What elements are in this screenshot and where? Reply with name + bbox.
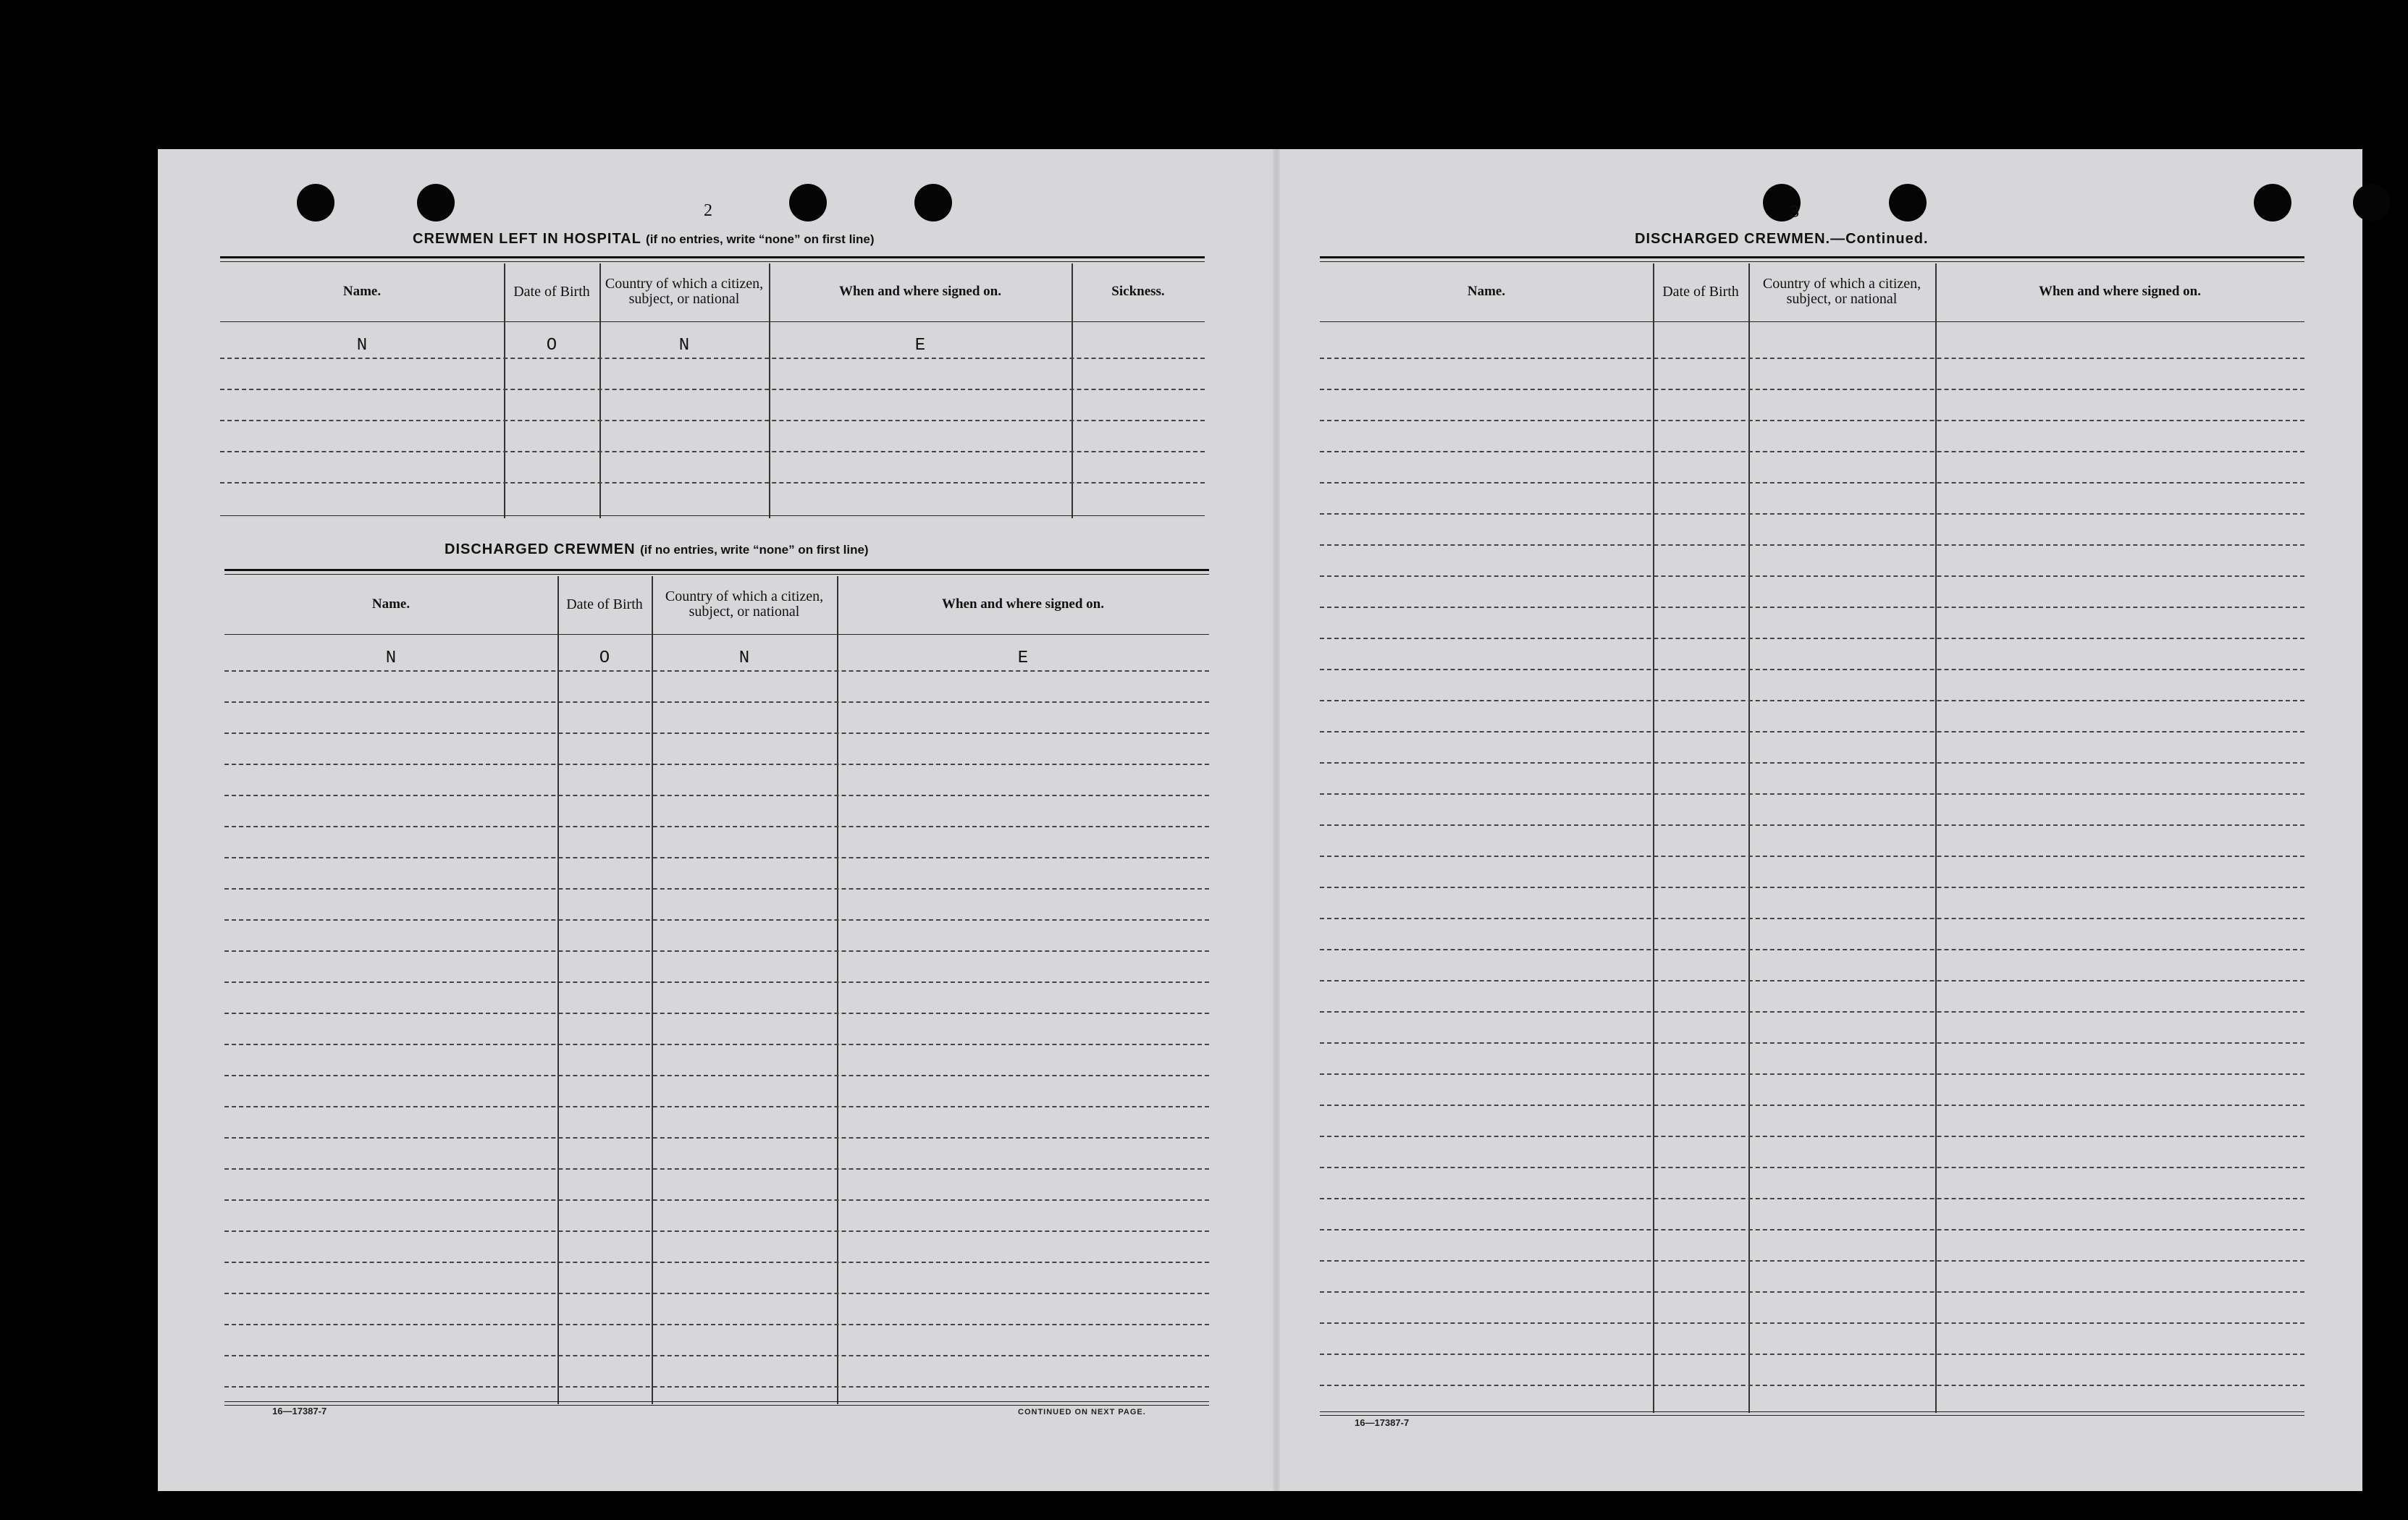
entry-line (1320, 544, 2304, 546)
column-divider (504, 263, 505, 518)
punch-hole (2353, 184, 2391, 221)
col-header-country: Country of which a citizen, subject, or national (665, 588, 824, 620)
entry-dob: O (546, 336, 557, 355)
column-divider (599, 263, 601, 518)
entry-name: N (385, 649, 397, 668)
entry-line (1320, 1260, 2304, 1262)
entry-line (1320, 887, 2304, 888)
discharged-title-note: (if no entries, write “none” on first line) (640, 543, 869, 557)
entry-line (224, 1386, 1209, 1388)
entry-line (1320, 918, 2304, 919)
entry-line (1320, 451, 2304, 452)
entry-line (224, 1137, 1209, 1139)
entry-line (1320, 482, 2304, 484)
column-divider (1935, 263, 1937, 1413)
entry-line (224, 1168, 1209, 1170)
hospital-section-title (413, 231, 875, 248)
right-page (1276, 149, 2362, 1491)
column-divider (1072, 263, 1073, 518)
entry-line (224, 1293, 1209, 1294)
entry-line (1320, 1167, 2304, 1168)
entry-line (220, 420, 1205, 421)
discharged-title-text: DISCHARGED CREWMEN (445, 541, 636, 557)
entry-line (1320, 358, 2304, 359)
entry-line (224, 701, 1209, 703)
table-bottom-rule (224, 1405, 1209, 1406)
col-header-sickness: Sickness. (1111, 284, 1165, 300)
document-sheet (158, 149, 2362, 1491)
left-page (158, 149, 1276, 1491)
form-number: 16—17387-7 (272, 1406, 327, 1416)
punch-hole (417, 184, 455, 221)
page-number: 3 (1790, 203, 1799, 221)
entry-country: N (678, 336, 690, 355)
entry-line (224, 732, 1209, 734)
entry-line (224, 919, 1209, 921)
entry-line (1320, 1229, 2304, 1230)
entry-line (1320, 513, 2304, 515)
column-divider (1653, 263, 1654, 1413)
entry-line (220, 389, 1205, 390)
table-bottom-rule (1320, 1415, 2304, 1416)
entry-line (220, 482, 1205, 484)
hospital-title-note: (if no entries, write “none” on first line) (646, 232, 875, 246)
discharged-table (224, 576, 1209, 1409)
entry-line (1320, 389, 2304, 390)
discharged-continued-table (1320, 263, 2304, 1422)
entry-country: N (738, 649, 750, 668)
entry-line (1320, 1354, 2304, 1355)
entry-line (1320, 824, 2304, 826)
table-bottom-rule (220, 515, 1205, 516)
header-rule (220, 321, 1205, 322)
entry-signed-on: E (914, 336, 926, 355)
col-header-signed-on: When and where signed on. (2038, 284, 2201, 300)
hospital-title-text: CREWMEN LEFT IN HOSPITAL (413, 231, 641, 247)
form-number: 16—17387-7 (1355, 1417, 1410, 1428)
entry-line (224, 1324, 1209, 1325)
entry-line (1320, 607, 2304, 608)
table-top-rule (1320, 261, 2304, 262)
entry-line (1320, 949, 2304, 950)
entry-dob: O (599, 649, 610, 668)
entry-line (1320, 731, 2304, 732)
header-rule (224, 634, 1209, 635)
entry-line (224, 950, 1209, 952)
punch-hole (914, 184, 952, 221)
entry-line (1320, 1136, 2304, 1137)
table-top-rule (224, 574, 1209, 575)
column-divider (652, 576, 653, 1404)
page-number: 2 (704, 201, 712, 220)
col-header-name: Name. (342, 284, 382, 300)
entry-line (1320, 669, 2304, 670)
entry-name: N (356, 336, 368, 355)
entry-line (1320, 762, 2304, 764)
entry-line (1320, 1291, 2304, 1293)
punch-hole (2254, 184, 2291, 221)
entry-line (1320, 793, 2304, 795)
entry-line (1320, 1073, 2304, 1075)
col-header-country: Country of which a citizen, subject, or national (605, 276, 764, 307)
entry-line (224, 1355, 1209, 1356)
entry-line (220, 358, 1205, 359)
col-header-name: Name. (371, 596, 411, 612)
entry-line (224, 1106, 1209, 1107)
column-divider (769, 263, 770, 518)
entry-line (224, 1075, 1209, 1076)
entry-signed-on: E (1017, 649, 1029, 668)
punch-hole (789, 184, 827, 221)
entry-line (224, 857, 1209, 858)
col-header-name: Name. (1467, 284, 1506, 300)
entry-line (224, 795, 1209, 796)
entry-line (224, 826, 1209, 827)
continued-note: CONTINUED ON NEXT PAGE. (1018, 1408, 1146, 1416)
table-bottom-rule (1320, 1411, 2304, 1412)
entry-line (224, 1013, 1209, 1014)
table-top-rule (220, 261, 1205, 262)
column-divider (557, 576, 559, 1404)
entry-line (224, 670, 1209, 672)
entry-line (1320, 1198, 2304, 1199)
col-header-dob: Date of Birth (566, 596, 643, 612)
col-header-signed-on: When and where signed on. (941, 596, 1104, 612)
entry-line (224, 1262, 1209, 1263)
entry-line (220, 451, 1205, 452)
discharged-continued-title: DISCHARGED CREWMEN.—Continued. (1635, 231, 1929, 247)
table-top-rule (1320, 256, 2304, 258)
table-bottom-rule (224, 1401, 1209, 1402)
table-top-rule (224, 569, 1209, 571)
entry-line (224, 888, 1209, 890)
entry-line (1320, 1322, 2304, 1324)
entry-line (1320, 1011, 2304, 1013)
entry-line (224, 981, 1209, 983)
entry-line (224, 1044, 1209, 1045)
entry-line (1320, 420, 2304, 421)
col-header-dob: Date of Birth (513, 283, 590, 300)
entry-line (1320, 980, 2304, 981)
discharged-section-title (445, 541, 869, 558)
table-top-rule (220, 256, 1205, 258)
entry-line (224, 1230, 1209, 1232)
col-header-signed-on: When and where signed on. (838, 284, 1001, 300)
entry-line (1320, 1042, 2304, 1044)
punch-hole (297, 184, 334, 221)
column-divider (837, 576, 838, 1404)
col-header-country: Country of which a citizen, subject, or national (1762, 276, 1921, 307)
entry-line (224, 764, 1209, 765)
entry-line (1320, 856, 2304, 857)
entry-line (1320, 1385, 2304, 1386)
punch-hole (1889, 184, 1927, 221)
header-rule (1320, 321, 2304, 322)
entry-line (1320, 1105, 2304, 1106)
entry-line (1320, 638, 2304, 639)
col-header-dob: Date of Birth (1662, 283, 1739, 300)
entry-line (1320, 700, 2304, 701)
entry-line (1320, 575, 2304, 577)
entry-line (224, 1199, 1209, 1201)
column-divider (1748, 263, 1750, 1413)
